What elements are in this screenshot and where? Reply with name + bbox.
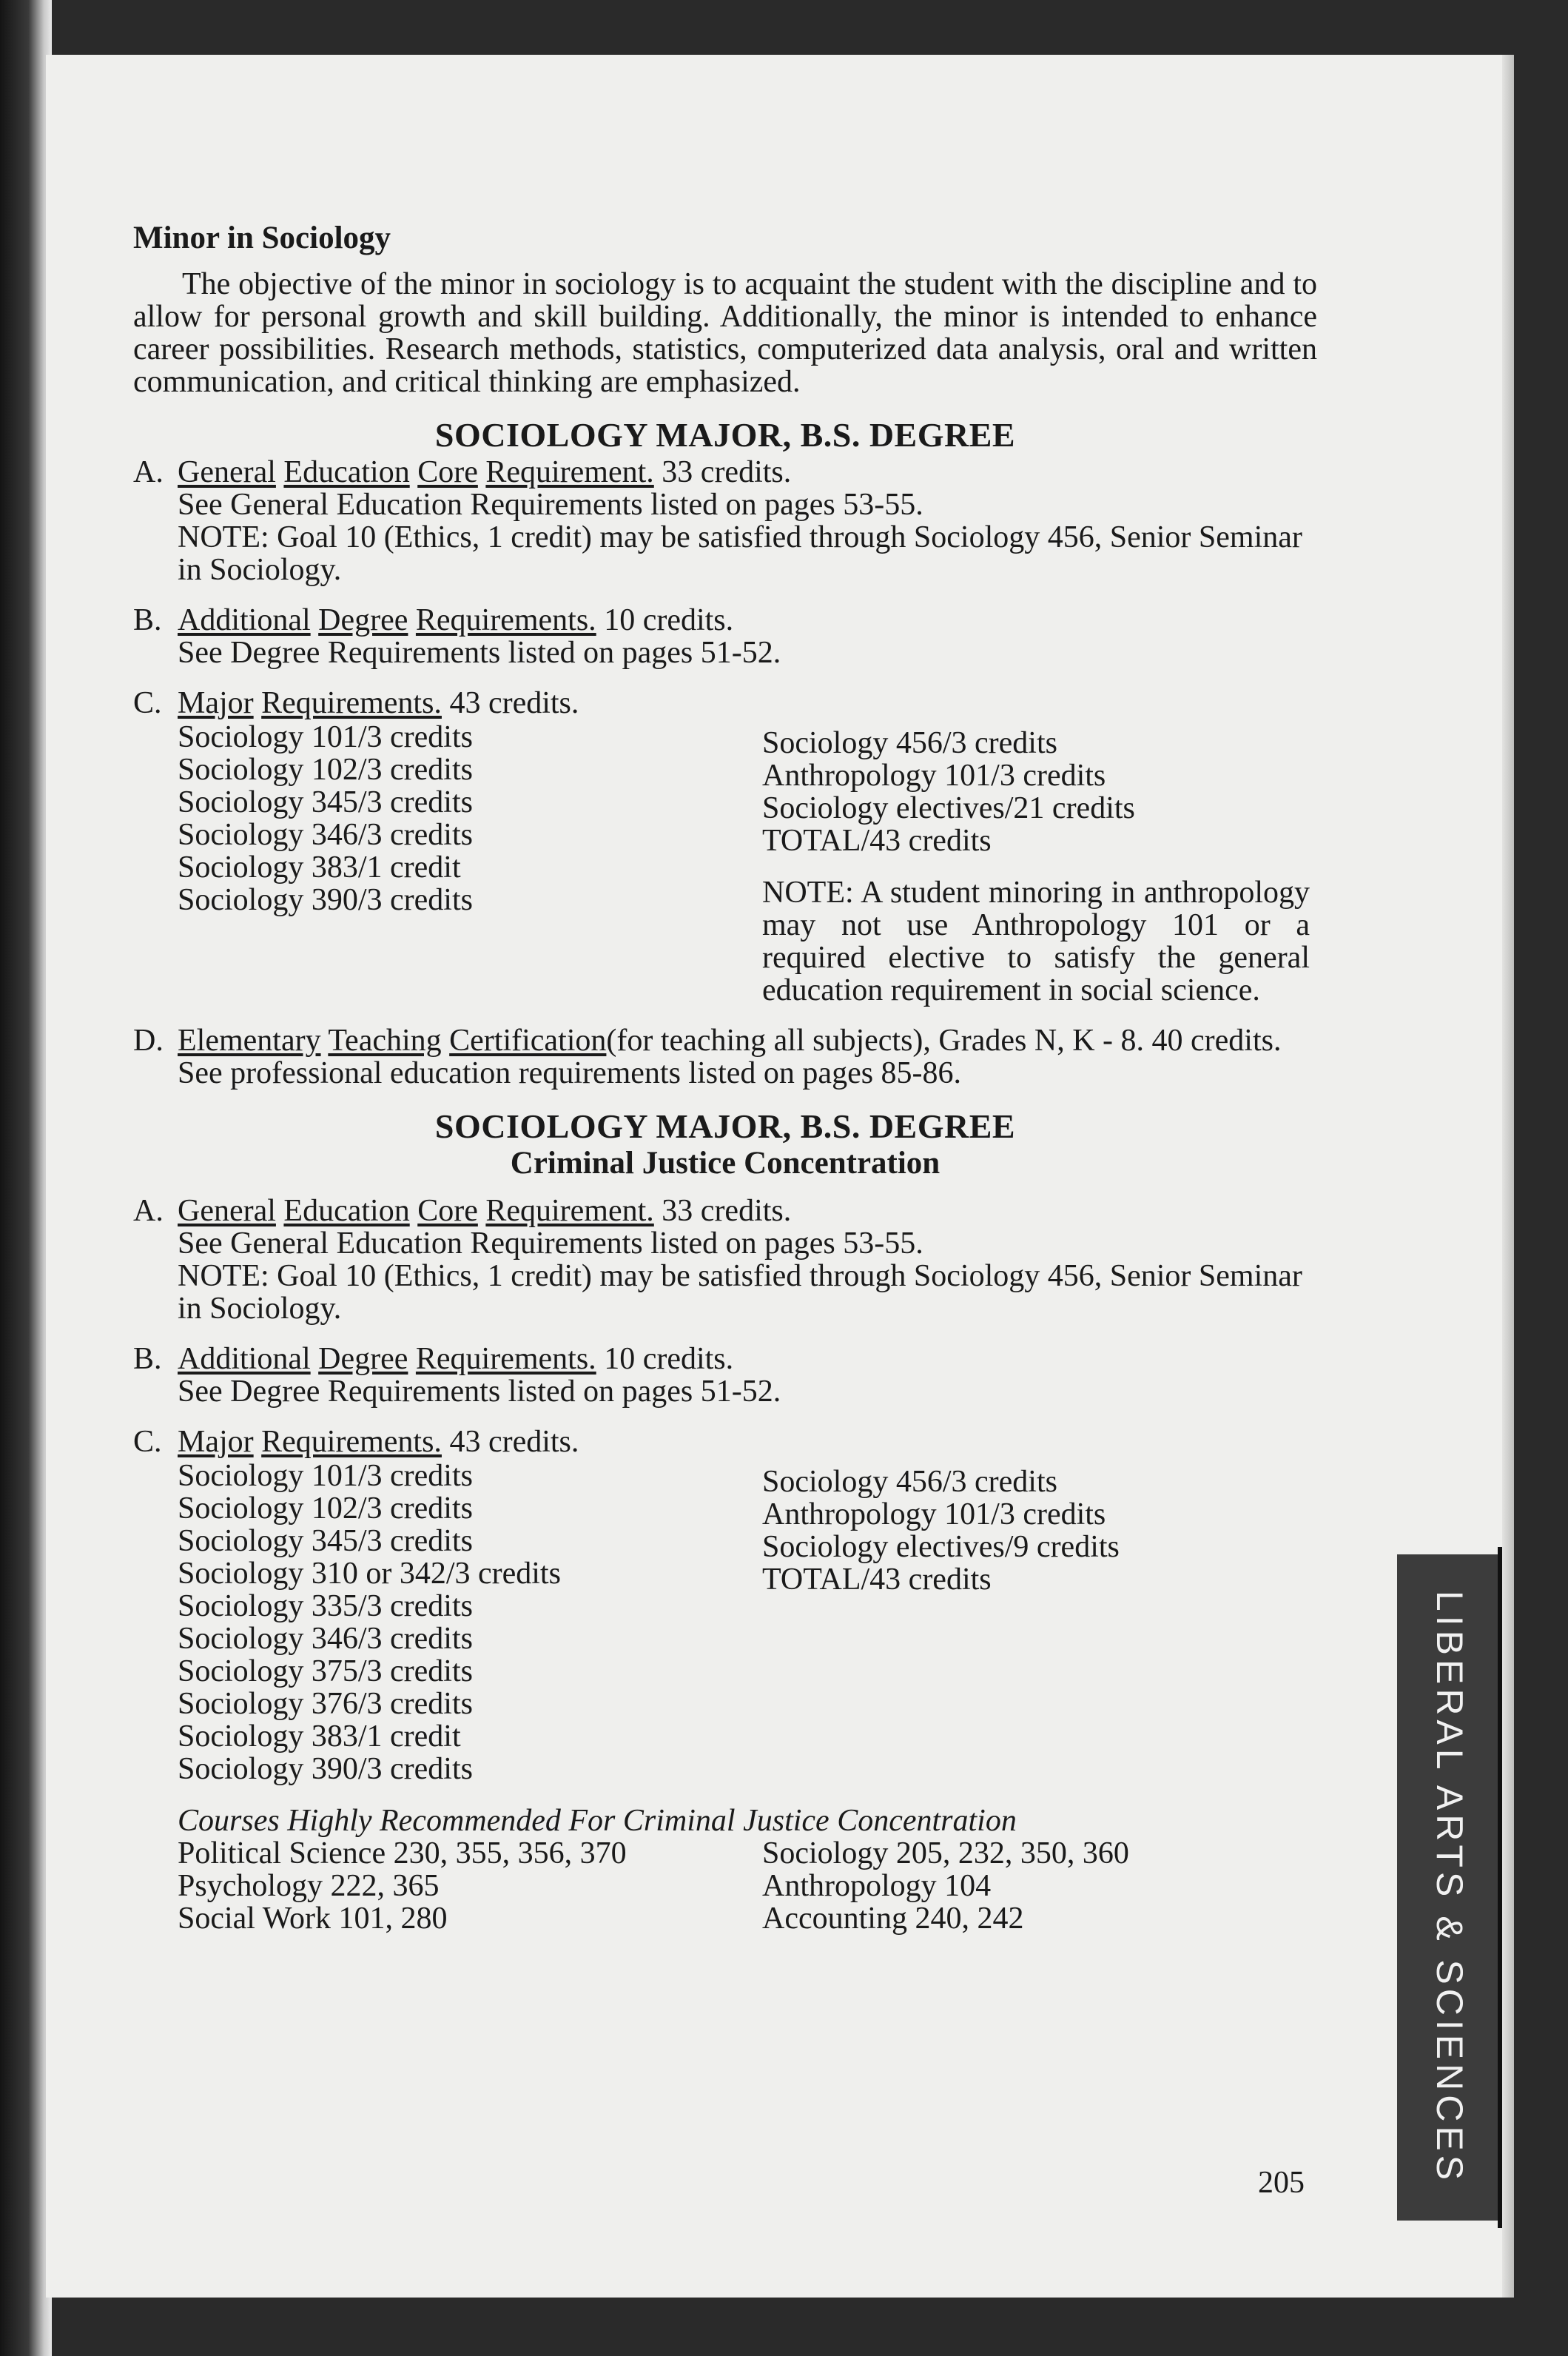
page-number: 205	[1258, 2166, 1305, 2200]
section-tab-label: LIBERAL ARTS & SCIENCES	[1429, 1590, 1470, 2185]
item-line: See professional education requirements listed on pages 85-86.	[178, 1056, 962, 1090]
course-columns	[178, 721, 1317, 1007]
item-heading: Additional Degree Requirements.	[178, 603, 596, 637]
item-letter: B.	[133, 1342, 162, 1376]
section-tab	[1397, 1554, 1502, 2221]
item-line: See General Education Requirements listed on pages 53-55.	[178, 1226, 923, 1261]
recommended-left	[178, 1837, 762, 1935]
course-item: Sociology 101/3 credits	[178, 720, 473, 754]
binding-gutter	[0, 0, 52, 2356]
item-letter: C.	[133, 686, 162, 720]
minor-description: The objective of the minor in sociology is to acquaint the student with the discipline and to allow for personal growth and skill building. Additionally, the minor is intended to enhance career possibilities. Research methods, statistics, computerized data analysis, oral and written communication, and critical thinking are emphasized.	[133, 267, 1317, 399]
item-heading: Major Requirements.	[178, 1425, 442, 1459]
item-letter: D.	[133, 1024, 164, 1058]
item-note: NOTE: Goal 10 (Ethics, 1 credit) may be satisfied through Sociology 456, Senior Seminar in Sociology.	[178, 1259, 1302, 1326]
course-item: Sociology 335/3 credits	[178, 1589, 473, 1623]
course-list-right	[762, 1460, 1317, 1785]
course-item: Sociology 456/3 credits	[762, 1465, 1057, 1499]
cj-item-a	[133, 1195, 1317, 1325]
item-heading: Major Requirements.	[178, 686, 442, 720]
course-item: Sociology electives/21 credits	[762, 791, 1135, 825]
item-heading-rest: (for teaching all subjects), Grades N, K - 8. 40 credits.	[606, 1024, 1282, 1058]
item-credits: 43 credits.	[449, 686, 579, 720]
item-credits: 33 credits.	[662, 1194, 792, 1228]
item-letter: C.	[133, 1425, 162, 1459]
cj-section-subtitle: Criminal Justice Concentration	[510, 1146, 941, 1181]
item-line: See Degree Requirements listed on pages 51-52.	[178, 636, 781, 670]
minor-title: Minor in Sociology	[133, 221, 391, 255]
course-item: Sociology 310 or 342/3 credits	[178, 1557, 561, 1591]
recommended-right	[762, 1837, 1129, 1935]
course-total: TOTAL/43 credits	[762, 1563, 992, 1597]
item-credits: 10 credits.	[604, 603, 734, 637]
course-columns	[178, 1460, 1317, 1785]
item-line: See Degree Requirements listed on pages 51-52.	[178, 1375, 781, 1409]
item-letter: A.	[133, 1194, 164, 1228]
item-line: See General Education Requirements listed on pages 53-55.	[178, 488, 923, 522]
bs-item-a	[133, 456, 1317, 586]
course-list-left	[178, 1460, 762, 1785]
recommended-item: Anthropology 104	[762, 1869, 992, 1903]
course-item: Sociology 102/3 credits	[178, 1491, 473, 1526]
course-item: Sociology 383/1 credit	[178, 850, 461, 885]
course-item: Sociology 376/3 credits	[178, 1687, 473, 1721]
course-item: Sociology 456/3 credits	[762, 726, 1057, 760]
item-heading: Additional Degree Requirements.	[178, 1342, 596, 1376]
page-content	[133, 222, 1317, 1953]
tab-edge	[1498, 1547, 1502, 2228]
cj-item-c	[133, 1426, 1317, 1935]
course-item: Sociology 383/1 credit	[178, 1719, 461, 1753]
item-letter: B.	[133, 603, 162, 637]
course-item: Sociology 345/3 credits	[178, 1524, 473, 1558]
recommended-item: Political Science 230, 355, 356, 370	[178, 1836, 627, 1870]
course-item: Sociology 390/3 credits	[178, 883, 473, 917]
recommended-courses	[178, 1837, 1317, 1935]
course-item: Sociology 346/3 credits	[178, 1622, 473, 1656]
page-edge	[1502, 55, 1514, 2298]
bs-item-b	[133, 604, 1317, 669]
item-heading: General Education Core Requirement.	[178, 1194, 654, 1228]
item-credits: 33 credits.	[662, 455, 792, 489]
course-item: Sociology 345/3 credits	[178, 785, 473, 819]
course-item: Sociology 102/3 credits	[178, 753, 473, 787]
course-list-left	[178, 721, 762, 1007]
course-list-right	[762, 721, 1317, 1007]
bs-item-d	[133, 1024, 1317, 1090]
cj-section-title: SOCIOLOGY MAJOR, B.S. DEGREE	[434, 1107, 1016, 1145]
recommended-courses-title: Courses Highly Recommended For Criminal Justice Concentration	[178, 1804, 1017, 1838]
bs-item-c	[133, 687, 1317, 1007]
recommended-item: Social Work 101, 280	[178, 1902, 448, 1936]
item-credits: 10 credits.	[604, 1342, 734, 1376]
recommended-item: Accounting 240, 242	[762, 1902, 1024, 1936]
recommended-item: Sociology 205, 232, 350, 360	[762, 1836, 1129, 1870]
item-heading: General Education Core Requirement.	[178, 455, 654, 489]
item-heading: Elementary Teaching Certification	[178, 1024, 607, 1058]
course-item: Anthropology 101/3 credits	[762, 1497, 1106, 1531]
course-item: Anthropology 101/3 credits	[762, 759, 1106, 793]
recommended-item: Psychology 222, 365	[178, 1869, 440, 1903]
item-credits: 43 credits.	[449, 1425, 579, 1459]
item-letter: A.	[133, 455, 164, 489]
cj-item-b	[133, 1343, 1317, 1408]
course-item: Sociology 346/3 credits	[178, 818, 473, 852]
course-item: Sociology 101/3 credits	[178, 1459, 473, 1493]
course-item: Sociology 375/3 credits	[178, 1654, 473, 1688]
item-note: NOTE: Goal 10 (Ethics, 1 credit) may be satisfied through Sociology 456, Senior Seminar in Sociology.	[178, 520, 1302, 587]
course-total: TOTAL/43 credits	[762, 824, 992, 858]
course-item: Sociology electives/9 credits	[762, 1530, 1120, 1564]
bs-section-title: SOCIOLOGY MAJOR, B.S. DEGREE	[434, 416, 1016, 454]
course-item: Sociology 390/3 credits	[178, 1752, 473, 1786]
anthropology-note: NOTE: A student minoring in anthropology may not use Anthropology 101 or a required elective to satisfy the general education requirement in social science.	[762, 876, 1310, 1007]
